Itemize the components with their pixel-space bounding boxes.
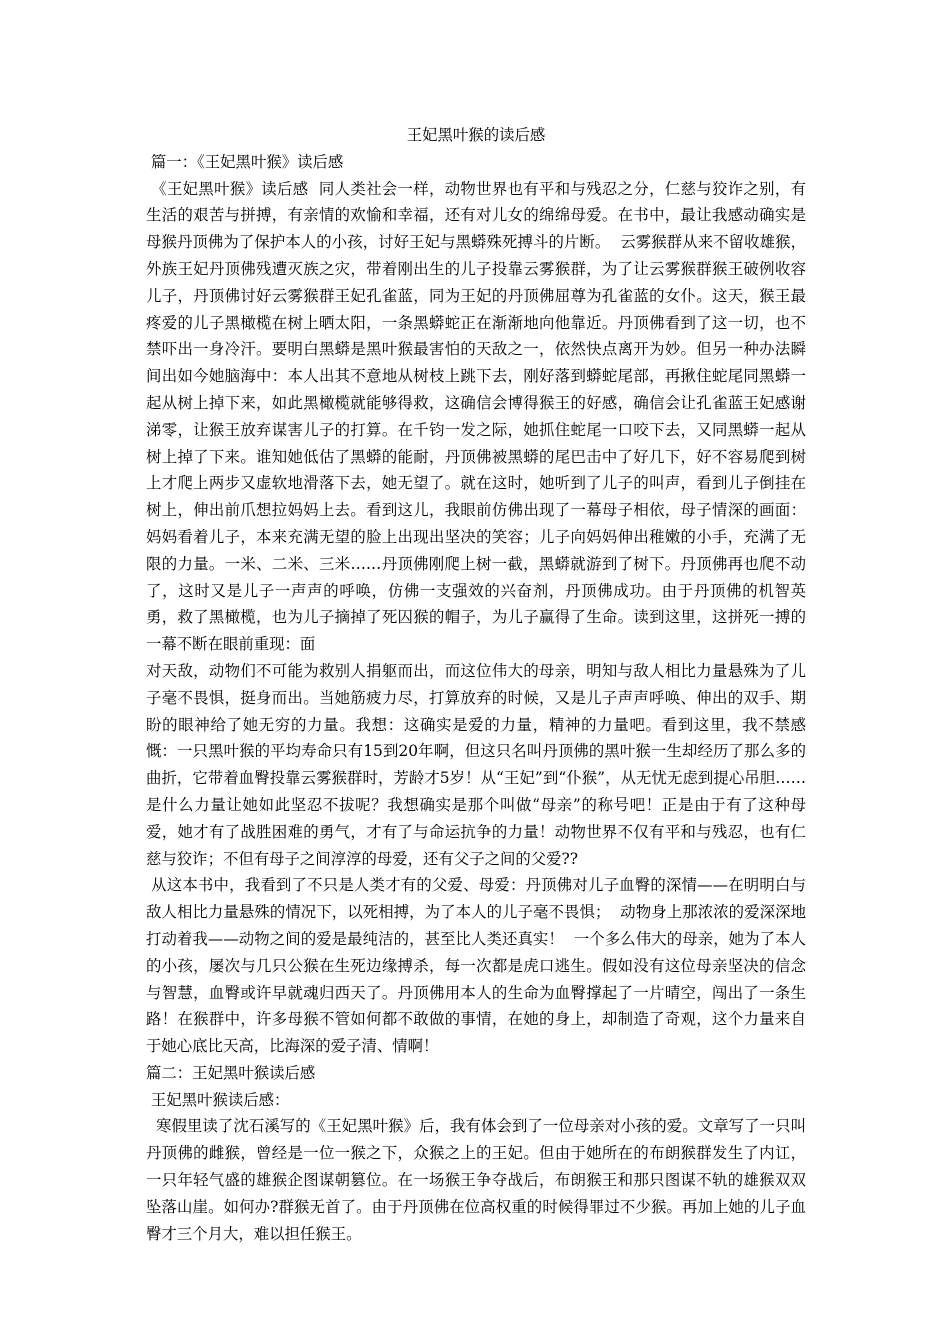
subheading: 王妃黑叶猴读后感： (146, 1090, 290, 1109)
body-paragraph: 对天敌，动物们不可能为救别人捐躯而出，而这位伟大的母亲，明知与敌人相比力量悬殊为了儿子毫不畏惧，挺身而出。当她筋疲力尽，打算放弃的时候，又是儿子声声呼唤、伸出的双手、期盼的眼神给了她无穷的力量。我想：这确实是爱的力量，精神的力量吧。看到这里，我不禁感慨：一只黑叶猴的平均寿命只有15到20年啊，但这只名叫丹顶佛的黑叶猴一生却经历了那么多的曲折，它带着血臀投靠云雾猴群时，芳龄才5岁！从“王妃”到“仆猴”，从无忧无虑到提心吊胆……是什么力量让她如此坚忍不拔呢？我想确实是那个叫做“母亲”的称号吧！正是由于有了这种母爱，她才有了战胜困难的勇气，才有了与命运抗争的力量！动物世界不仅有平和与残忍，也有仁慈与狡诈；不但有母子之间淳淳的母爱，还有父子之间的父爱?? (146, 661, 806, 868)
document-title: 王妃黑叶猴的读后感 (406, 126, 546, 144)
body-paragraph: 《王妃黑叶猴》读后感 同人类社会一样，动物世界也有平和与残忍之分，仁慈与狡诈之别，有生活的艰苦与拼搏，有亲情的欢愉和幸福，还有对儿女的绵绵母爱。在书中，最让我感动确实是母猴丹顶佛为了保护本人的小孩，讨好王妃与黑蟒殊死搏斗的片断。 云雾猴群从来不留收雄猴，外族王妃丹顶佛残遭灭族之灾，带着刚出生的儿子投靠云雾猴群，为了让云雾猴群猴王破例收容儿子，丹顶佛讨好云雾猴群王妃孔雀蓝，同为王妃的丹顶佛屈尊为孔雀蓝的女仆。这天，猴王最疼爱的儿子黑橄榄在树上晒太阳，一条黑蟒蛇正在渐渐地向他靠近。丹顶佛看到了这一切，也不禁吓出一身冷汗。要明白黑蟒是黑叶猴最害怕的天敌之一，依然快点离开为妙。但另一种办法瞬间出如今她脑海中：本人出其不意地从树枝上跳下去，刚好落到蟒蛇尾部，再揪住蛇尾同黑蟒一起从树上掉下来，如此黑橄榄就能够得救，这确信会博得猴王的好感，确信会让孔雀蓝王妃感谢涕零，让猴王放弃谋害儿子的打算。在千钧一发之际，她抓住蛇尾一口咬下去，又同黑蟒一起从树上掉了下来。谁知她低估了黑蟒的能耐，丹顶佛被黑蟒的尾巴击中了好几下，好不容易爬到树上才爬上两步又虚软地滑落下去，她无望了。就在这时，她听到了儿子的叫声，看到儿子倒挂在树上，伸出前爪想拉妈妈上去。看到这儿，我眼前仿佛出现了一幕母子相依，母子情深的画面：妈妈看着儿子，本来充满无望的脸上出现出坚决的笑容；儿子向妈妈伸出稚嫩的小手，充满了无限的力量。一米、二米、三米……丹顶佛刚爬上树一截，黑蟒就游到了树下。丹顶佛再也爬不动了，这时又是儿子一声声的呼唤，仿佛一支强效的兴奋剂，丹顶佛成功。由于丹顶佛的机智英勇，救了黑橄榄，也为儿子摘掉了死囚猴的帽子，为儿子赢得了生命。读到这里，这拼死一搏的一幕不断在眼前重现：面 (146, 179, 806, 654)
body-paragraph: 从这本书中，我看到了不只是人类才有的父爱、母爱：丹顶佛对儿子血臀的深情——在明明白与敌人相比力量悬殊的情况下，以死相搏，为了本人的儿子毫不畏惧； 动物身上那浓浓的爱深深地打动着我——动物之间的爱是最纯洁的，甚至比人类还真实！ 一个多么伟大的母亲，她为了本人的小孩，屡次与几只公猴在生死边缘搏杀，每一次都是虎口逃生。假如没有这位母亲坚决的信念与智慧，血臀或许早就魂归西天了。丹顶佛用本人的生命为血臀撑起了一片晴空，闯出了一条生路！在猴群中，许多母猴不管如何都不敢做的事情，在她的身上，却制造了奇观，这个力量来自于她心底比天高，比海深的爱子清、情啊！ (146, 876, 806, 1056)
section-heading-two: 篇二：王妃黑叶猴读后感 (146, 1063, 316, 1082)
body-paragraph: 寒假里读了沈石溪写的《王妃黑叶猴》后，我有体会到了一位母亲对小孩的爱。文章写了一只叫丹顶佛的雌猴，曾经是一位一猴之下，众猴之上的王妃。但由于她所在的布朗猴群发生了内讧，一只年轻气盛的雄猴企图谋朝篡位。在一场猴王争夺战后，布朗猴王和那只图谋不轨的雄猴双双坠落山崖。如何办?群猴无首了。由于丹顶佛在位高权重的时候得罪过不少猴。再加上她的儿子血臀才三个月大，难以担任猴王。 (146, 1117, 806, 1243)
section-heading-one: 篇一：《王妃黑叶猴》读后感 (146, 152, 344, 171)
document-page (146, 122, 806, 1247)
